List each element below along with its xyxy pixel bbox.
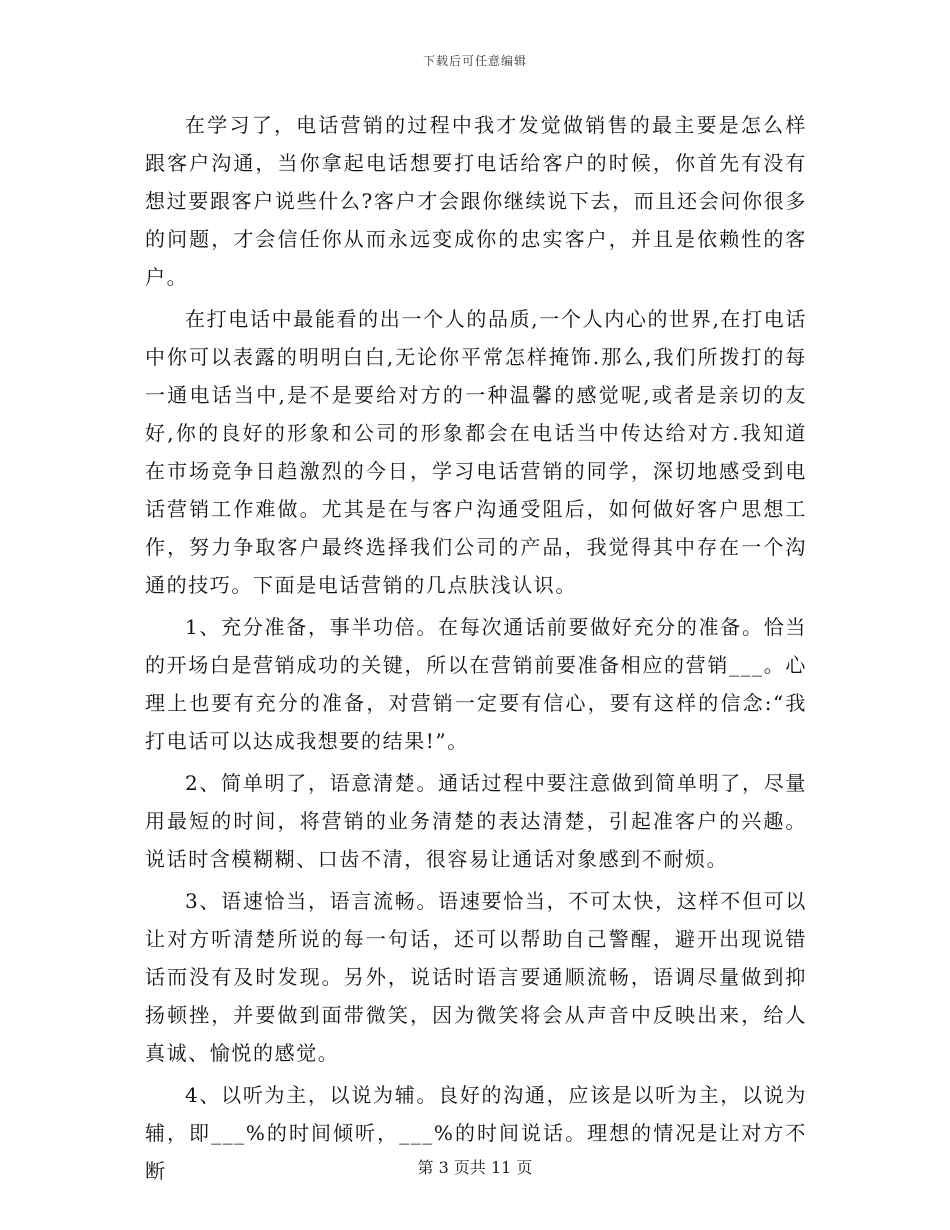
paragraph-2: 在打电话中最能看的出一个人的品质,一个人内心的世界,在打电话中你可以表露的明明白白,无论你平常怎样掩饰.那么,我们所拨打的每一通电话当中,是不是要给对方的一种温馨的感觉呢,或者是亲切的友好,你的良好的形象和公司的形象都会在电话当中传达给对方.我知道在市场竞争日趋激烈的今日，学习电话营销的同学，深切地感受到电话营销工作难做。尤其是在与客户沟通受阻后，如何做好客户思想工作，努力争取客户最终选择我们公司的产品，我觉得其中存在一个沟通的技巧。下面是电话营销的几点肤浅认识。 [145, 307, 807, 597]
paragraph-1: 在学习了，电话营销的过程中我才发觉做销售的最主要是怎么样跟客户沟通，当你拿起电话想要打电话给客户的时候，你首先有没有想过要跟客户说些什么?客户才会跟你继续说下去，而且还会问你很多的问题，才会信任你从而永远变成你的忠实客户，并且是依赖性的客户。 [145, 113, 807, 289]
paragraph-3: 1、充分准备，事半功倍。在每次通话前要做好充分的准备。恰当的开场白是营销成功的关键，所以在营销前要准备相应的营销___。心理上也要有充分的准备，对营销一定要有信心，要有这样的信念:“我打电话可以达成我想要的结果!”。 [145, 615, 807, 753]
page-header: 下载后可任意编辑 [422, 54, 527, 68]
paragraph-5: 3、语速恰当，语言流畅。语速要恰当，不可太快，这样不但可以让对方听清楚所说的每一句话，还可以帮助自己警醒，避开出现说错话而没有及时发现。另外，说话时语言要通顺流畅，语调尽量做到抑扬顿挫，并要做到面带微笑，因为微笑将会从声音中反映出来，给人真诚、愉悦的感觉。 [145, 889, 807, 1065]
paragraph-4: 2、简单明了，语意清楚。通话过程中要注意做到简单明了，尽量用最短的时间，将营销的业务清楚的表达清楚，引起准客户的兴趣。说话时含模糊糊、口齿不清，很容易让通话对象感到不耐烦。 [145, 771, 807, 871]
document-body [145, 106, 807, 1194]
page-number-footer: 第 3 页共 11 页 [417, 1158, 533, 1177]
paragraph-6: 4、以听为主，以说为辅。良好的沟通，应该是以听为主，以说为辅，即___%的时间倾听，___%的时间说话。理想的情况是让对方不断 [145, 1083, 807, 1183]
